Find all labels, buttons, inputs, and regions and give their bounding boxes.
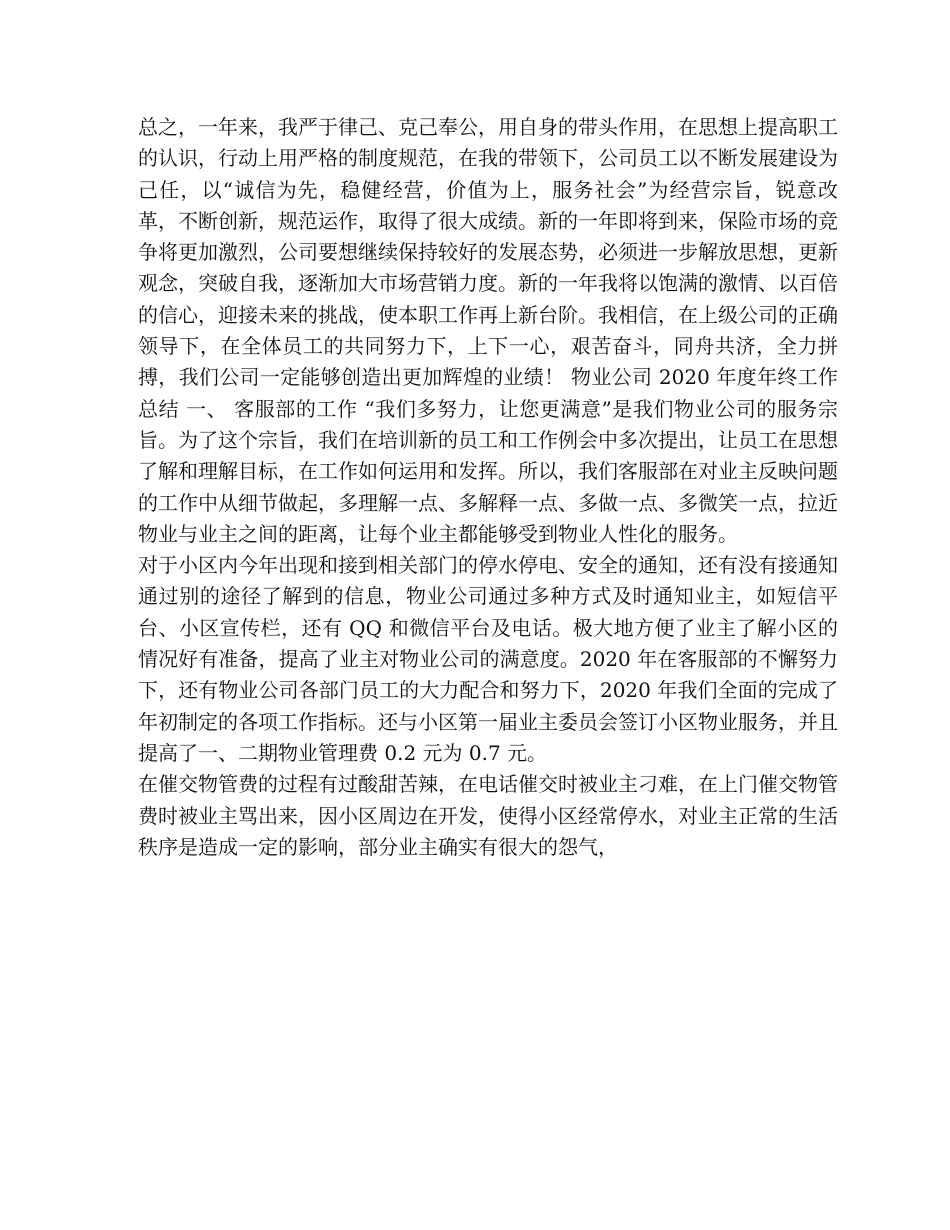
paragraph-1: 总之，一年来，我严于律己、克己奉公，用自身的带头作用，在思想上提高职工的认识，行动上用严格的制度规范，在我的带领下，公司员工以不断发展建设为己任，以“诚信为先，稳健经营，价值为上，服务社会”为经营宗旨，锐意改革，不断创新，规范运作，取得了很大成绩。新的一年即将到来，保险市场的竞争将更加激烈，公司要想继续保持较好的发展态势，必须进一步解放思想，更新观念，突破自我，逐渐加大市场营销力度。新的一年我将以饱满的激情、以百倍的信心，迎接未来的挑战，使本职工作再上新台阶。我相信，在上级公司的正确领导下，在全体员工的共同努力下，上下一心，艰苦奋斗，同舟共济，全力拼搏，我们公司一定能够创造出更加辉煌的业绩！ 物业公司 2020 年度年终工作总结 一、 客服部的工作 “我们多努力，让您更满意”是我们物业公司的服务宗旨。为了这个宗旨，我们在培训新的员工和工作例会中多次提出，让员工在思想了解和理解目标，在工作如何运用和发挥。所以，我们客服部在对业主反映问题的工作中从细节做起，多理解一点、多解释一点、多做一点、多微笑一点，拉近物业与业主之间的距离，让每个业主都能够受到物业人性化的服务。 (138, 115, 838, 546)
document-body (138, 112, 838, 863)
paragraph-3: 在催交物管费的过程有过酸甜苦辣，在电话催交时被业主刁难，在上门催交物管费时被业主骂出来，因小区周边在开发，使得小区经常停水，对业主正常的生活秩序是造成一定的影响，部分业主确实有很大的怨气， (138, 772, 838, 859)
paragraph-2: 对于小区内今年出现和接到相关部门的停水停电、安全的通知，还有没有接通知通过别的途径了解到的信息，物业公司通过多种方式及时通知业主，如短信平台、小区宣传栏，还有 QQ 和微信平台及电话。极大地方便了业主了解小区的情况好有准备，提高了业主对物业公司的满意度。2020 年在客服部的不懈努力下，还有物业公司各部门员工的大力配合和努力下，2020 年我们全面的完成了年初制定的各项工作指标。还与小区第一届业主委员会签订小区物业服务，并且提高了一、二期物业管理费 0.2 元为 0.7 元。 (138, 553, 838, 765)
